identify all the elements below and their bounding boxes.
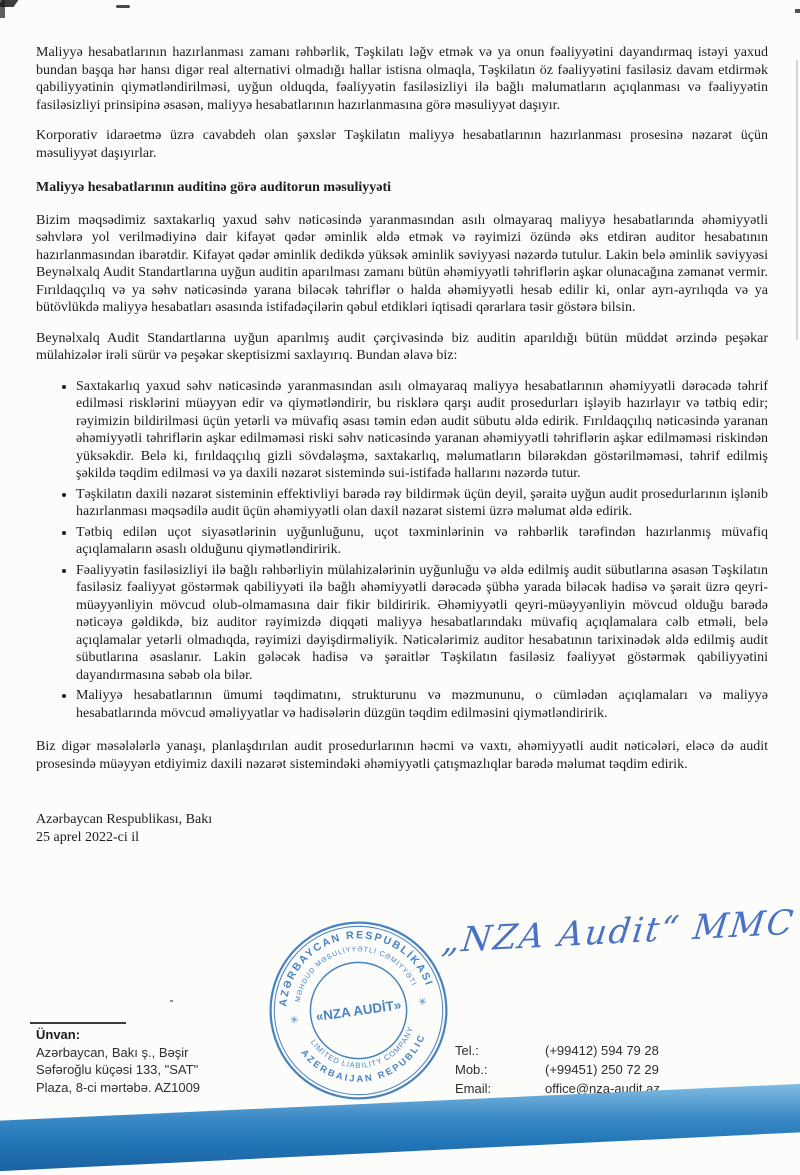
tel-value: (+99412) 594 79 28 bbox=[545, 1043, 659, 1058]
heading-auditor-responsibility: Maliyyə hesabatlarının auditinə görə auditorun məsuliyyəti bbox=[36, 180, 392, 195]
stamp-center-text: «NZA AUDİT» bbox=[314, 997, 403, 1025]
scan-artifact bbox=[795, 9, 800, 13]
signoff-block bbox=[36, 811, 768, 847]
footer-divider bbox=[30, 1022, 126, 1024]
address-line: Səfəroğlu küçəsi 133, "SAT" bbox=[36, 1062, 199, 1077]
handwritten-signature: „NZA Audit“ MMC bbox=[439, 902, 798, 962]
company-stamp bbox=[254, 906, 463, 1115]
address-line: Azərbaycan, Bakı ş., Bəşir bbox=[36, 1044, 189, 1060]
stamp-arc-bottom-outer: AZERBAIJAN REPUBLIC bbox=[299, 1031, 428, 1084]
bullet-list bbox=[36, 378, 768, 723]
scan-artifact bbox=[796, 60, 798, 340]
contact-row-tel bbox=[455, 1041, 660, 1060]
stamp-star-icon: ✳ bbox=[289, 1014, 300, 1027]
bullet-item: • Fəaliyyətin fasiləsizliyi ilə bağlı rəhbərliyin mülahizələrinin uyğunluğu və əldə edilmiş audit sübutlarına əsasən Təşkilatın fasiləsiz fəaliyyət göstərmək qabiliyyəti ilə bağlı əhəmiyyətli dərəcədə şübhə yarada biləcək hadisə və şərait üzrə qeyri-müəyyənliyin mövcud olub-olmamasına dair fikir bildiririk. Əhəmiyyətli qeyri-müəyyənliyin mövcud olduğu barədə nəticəyə gəldikdə, biz auditor rəyimizdə diqqəti maliyyə hesabatlarındakı müvafiq açıqlamalara cəlb etməli, belə açıqlamalar yetərli olmadıqda, rəyimizi dəyişdirməliyik. Nəticələrimiz auditor hesabatının tarixinədək əldə edilmiş audit sübutlarına əsaslanır. Lakin gələcək hadisə və şəraitlər Təşkilatın fasiləsiz fəaliyyət göstərmək qabiliyyətini dayandırmasına səbəb ola bilər. bbox=[76, 562, 768, 685]
mob-label: Mob.: bbox=[455, 1062, 488, 1077]
scan-artifact bbox=[170, 1000, 173, 1002]
scan-artifact bbox=[0, 0, 5, 18]
paragraph-going-concern: Maliyyə hesabatlarının hazırlanması zamanı rəhbərlik, Təşkilatı ləğv etmək və ya onun fəaliyyətini dayandırmaq istəyi yaxud bundan başqa hər hansı digər real alternativi olmadığı hallar istisna olmaqla, Təşkilatın öz fəaliyyətini fasiləsiz davam etdirmək qabiliyyətinin qiymətləndirilməsi, uyğun olduqda, fəaliyyətin fasiləsizliyi ilə bağlı məlumatların açıqlanması və fəaliyyətin fasiləsizliyi prinsipinə əsasən, maliyyə hesabatlarının hazırlanmasına görə məsuliyyət daşıyır. bbox=[36, 45, 768, 113]
paragraph-governance: Korporativ idarəetmə üzrə cavabdeh olan şəxslər Təşkilatın maliyyə hesabatlarının hazırlanması prosesinə nəzarət üçün məsuliyyət daşıyırlar. bbox=[36, 128, 768, 161]
bullet-item: • Saxtakarlıq yaxud səhv nəticəsində yaranmasından asılı olmayaraq maliyyə hesabatlarının əhəmiyyətli dərəcədə təhrif edilməsi risklərini müəyyən edir və qiymətləndirir, bu risklərə qarşı audit prosedurları işləyib hazırlayır və tətbiq edir; rəyimizin bildirilməsi üçün yetərli və müvafiq əsası təmin edən audit sübutu əldə edirik. Fırıldaqçılıq nəticəsində yaranan əhəmiyyətli təhriflərin aşkar edilməməsi riski səhv nəticəsində yaranan əhəmiyyətli təhriflərin aşkar edilməməsi riskindən yüksəkdir. Belə ki, fırıldaqçılıq gizli sövdələşmə, saxtakarlıq, məlumatların bilərəkdən göstərilməməsi, təhrif edilmiş şəkildə təqdim edilməsi və ya daxili nəzarət sistemində sui-istifadə hallarını nəzərdə tutur. bbox=[76, 378, 768, 483]
footer-address-block bbox=[36, 1026, 236, 1096]
mob-value: (+99451) 250 72 29 bbox=[545, 1062, 659, 1077]
bullet-item: • Təşkilatın daxili nəzarət sisteminin effektivliyi barədə rəy bildirmək üçün deyil, şəraitə uyğun audit prosedurlarının işlənib hazırlanması məqsədilə audit üçün əhəmiyyətli olan daxil nəzarət sistemi üzrə məlumat əldə edirik. bbox=[76, 486, 768, 521]
stamp-star-icon: ✳ bbox=[417, 996, 428, 1009]
document-body bbox=[36, 44, 768, 847]
paragraph-isa-skepticism: Beynəlxalq Audit Standartlarına uyğun aparılmış audit çərçivəsində biz auditin aparıldığı bütün müddət ərzində peşəkar mülahizələr irəli sürür və peşəkar skeptisizmi saxlayırıq. Bundan əlavə biz: bbox=[36, 330, 768, 363]
signoff-location: Azərbaycan Respublikası, Bakı bbox=[36, 812, 213, 827]
bullet-item: • Maliyyə hesabatlarının ümumi təqdimatını, strukturunu və məzmununu, o cümlədən açıqlamaları və maliyyə hesabatlarında mövcud əməliyyatlar və hadisələrin düzgün təqdim edilməsini qiymətləndiririk. bbox=[76, 687, 768, 722]
stamp-arc-bottom-inner: LIMITED LIABILITY COMPANY bbox=[308, 1025, 416, 1070]
address-line: Plaza, 8-ci mərtəbə. AZ1009 bbox=[36, 1079, 201, 1095]
stamp-arc-top-outer: AZƏRBAYCAN RESPUBLİKASI bbox=[277, 929, 436, 1008]
bullet-item: • Tətbiq edilən uçot siyasətlərinin uyğunluğunu, uçot təxminlərinin və rəhbərlik tərəfindən hazırlanmış müvafiq açıqlamaların əsaslı olduğunu qiymətləndiririk. bbox=[76, 524, 768, 559]
contact-row-mob bbox=[455, 1060, 660, 1079]
stamp-arc-top-inner: MƏHDUD MƏSULİYYƏTLİ CƏMİYYƏTİ bbox=[294, 946, 418, 1003]
address-label: Ünvan: bbox=[36, 1027, 81, 1042]
signoff-date: 25 aprel 2022-ci il bbox=[36, 830, 140, 845]
paragraph-objective: Bizim məqsədimiz saxtakarlıq yaxud səhv nəticəsində yaranmasından asılı olmayaraq maliyyə hesabatlarında əhəmiyyətli səhvlərə yol verilmədiyinə dair kifayət qədər əminlik əldə etmək və rəyimizi özündə əks etdirən auditor hesabatının hazırlanmasından ibarətdir. Kifayət qədər əminlik dedikdə yüksək əminlik səviyyəsi nəzərdə tutulur. Lakin belə əminlik səviyyəsi Beynəlxalq Audit Standartlarına uyğun auditin aparılması zamanı bütün əhəmiyyətli təhriflərin aşkar olunacağına zəmanət vermir. Fırıldaqçılıq və ya səhv nəticəsində yarana biləcək təhriflər o halda əhəmiyyətli hesab edilir ki, onlar ayrı-ayrılıqda və ya bütövlükdə maliyyə hesabatları əsasında istifadəçilərin qəbul etdikləri iqtisadi qərarlara təsir göstərə bilsin. bbox=[36, 212, 768, 315]
email-label: Email: bbox=[455, 1081, 492, 1096]
scan-artifact bbox=[116, 5, 130, 8]
tel-label: Tel.: bbox=[455, 1043, 479, 1058]
email-value: office@nza-audit.az bbox=[545, 1081, 660, 1096]
paragraph-communication: Biz digər məsələlərlə yanaşı, planlaşdırılan audit prosedurlarının həcmi və vaxtı, əhəmiyyətli audit nəticələri, eləcə də audit prosesində müəyyən etdiyimiz daxili nəzarət sistemindəki əhəmiyyətli çatışmazlıqlar barədə məlumat təqdim edirik. bbox=[36, 739, 768, 772]
